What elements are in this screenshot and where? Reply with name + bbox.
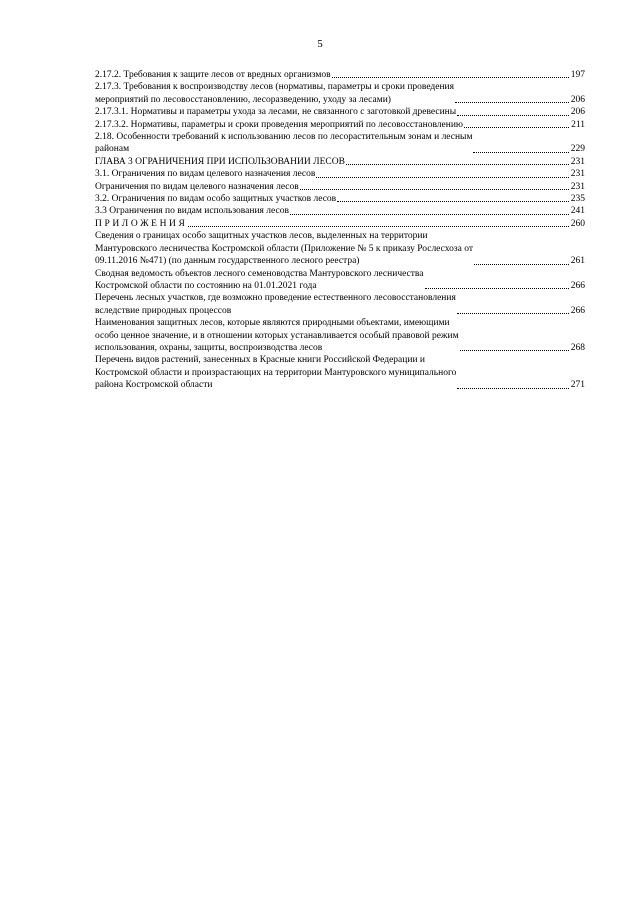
toc-entry-page: 197 xyxy=(570,70,585,80)
dot-leader xyxy=(457,313,569,314)
toc-entry xyxy=(95,317,585,354)
toc-entry-title: ПРИЛОЖЕНИЯ xyxy=(95,218,188,229)
dot-leader xyxy=(332,77,569,78)
toc-entry-title: Перечень лесных участков, где возможно проведение естественного лесовосстановления вследствие природных процессов xyxy=(95,293,456,316)
toc-entry-title: 2.17.3.2. Нормативы, параметры и сроки проведения мероприятий по лесовосстановлению xyxy=(95,119,464,130)
dot-leader xyxy=(316,177,568,178)
dot-leader xyxy=(425,288,569,289)
toc-entry-title: 3.2. Ограничения по видам особо защитных участков лесов xyxy=(95,194,337,205)
toc-entry-page: 229 xyxy=(570,144,585,155)
toc-entry-title: 3.1. Ограничения по видам целевого назначения лесов xyxy=(95,169,316,180)
dot-leader xyxy=(346,164,569,165)
toc-entry xyxy=(95,106,585,118)
toc-entry xyxy=(95,268,585,293)
toc-entry-page: 260 xyxy=(570,218,585,229)
page-number: 5 xyxy=(317,38,323,50)
toc-entry xyxy=(95,168,585,180)
dot-leader xyxy=(460,350,569,351)
dot-leader xyxy=(337,201,569,202)
dot-leader xyxy=(455,102,569,103)
toc-entry-title: Сведения о границах особо защитных участков лесов, выделенных на территории Мантуровского лесничества Костромской области (Приложение № 5 к приказу Рослесхоза от 09.11.2016 №471) (по данным государственного лесного реестра) xyxy=(95,231,473,267)
table-of-contents xyxy=(95,69,585,392)
toc-entry-title: 2.18. Особенности требований к использованию лесов по лесорастительным зонам и лесным районам xyxy=(95,132,473,155)
toc-entry-title: 3.3 Ограничения по видам использования лесов xyxy=(95,206,289,217)
toc-entry-page: 268 xyxy=(570,342,585,353)
toc-entry xyxy=(95,230,585,267)
dot-leader xyxy=(290,214,569,215)
toc-entry-title: Наименования защитных лесов, которые являются природными объектами, имеющими особо ценное значение, и в отношении которых устанавливается особый правовой режим использования, охраны, защиты, воспроизводства лесов xyxy=(95,318,459,353)
toc-entry-title: Ограничения по видам целевого назначения лесов xyxy=(95,181,299,192)
dot-leader xyxy=(188,226,568,227)
toc-entry xyxy=(95,193,585,205)
dot-leader xyxy=(457,115,569,116)
toc-entry xyxy=(95,181,585,193)
toc-entry xyxy=(95,69,585,81)
toc-entry-page: 206 xyxy=(570,94,585,105)
toc-entry-title: 2.17.3.1. Нормативы и параметры ухода за лесами, не связанного с заготовкой древесины xyxy=(95,107,457,118)
dot-leader xyxy=(473,152,568,153)
dot-leader xyxy=(300,189,569,190)
toc-entry-page: 235 xyxy=(570,194,585,205)
toc-entry-page: 266 xyxy=(570,280,585,291)
toc-entry-title: 2.17.3. Требования к воспроизводству лесов (нормативы, параметры и сроки проведения мероприятий по лесовосстановлению, лесоразведению, уходу за лесами) xyxy=(95,82,455,105)
toc-entry-page: 231 xyxy=(570,169,585,180)
toc-entry-page: 266 xyxy=(570,305,585,316)
toc-entry-page: 231 xyxy=(570,181,585,192)
toc-entry xyxy=(95,81,585,106)
dot-leader xyxy=(457,388,568,389)
toc-entry-chapter xyxy=(95,156,585,168)
toc-entry-title: Перечень видов растений, занесенных в Красные книги Российской Федерации и Костромской области и произрастающих на территории Мантуровского муниципального района Костромской области xyxy=(95,355,457,391)
dot-leader xyxy=(474,264,569,265)
toc-entry xyxy=(95,354,585,391)
toc-entry-appendices xyxy=(95,218,585,230)
toc-entry-title: Сводная ведомость объектов лесного семеноводства Мантуровского лесничества Костромской области по состоянию на 01.01.2021 года xyxy=(95,268,424,291)
toc-entry-page: 241 xyxy=(570,206,585,217)
toc-entry-title: ГЛАВА 3 ОГРАНИЧЕНИЯ ПРИ ИСПОЛЬЗОВАНИИ ЛЕСОВ xyxy=(95,156,345,167)
toc-entry-page: 206 xyxy=(570,107,585,118)
toc-entry xyxy=(95,131,585,156)
toc-entry xyxy=(95,119,585,131)
toc-entry-page: 271 xyxy=(570,380,585,391)
toc-entry xyxy=(95,292,585,317)
toc-entry-page: 231 xyxy=(570,156,585,167)
toc-entry-page: 261 xyxy=(570,256,585,267)
toc-entry-title: 2.17.2. Требования к защите лесов от вредных организмов xyxy=(95,70,331,80)
toc-entry xyxy=(95,205,585,217)
dot-leader xyxy=(464,127,569,128)
toc-entry-page: 211 xyxy=(571,119,585,130)
